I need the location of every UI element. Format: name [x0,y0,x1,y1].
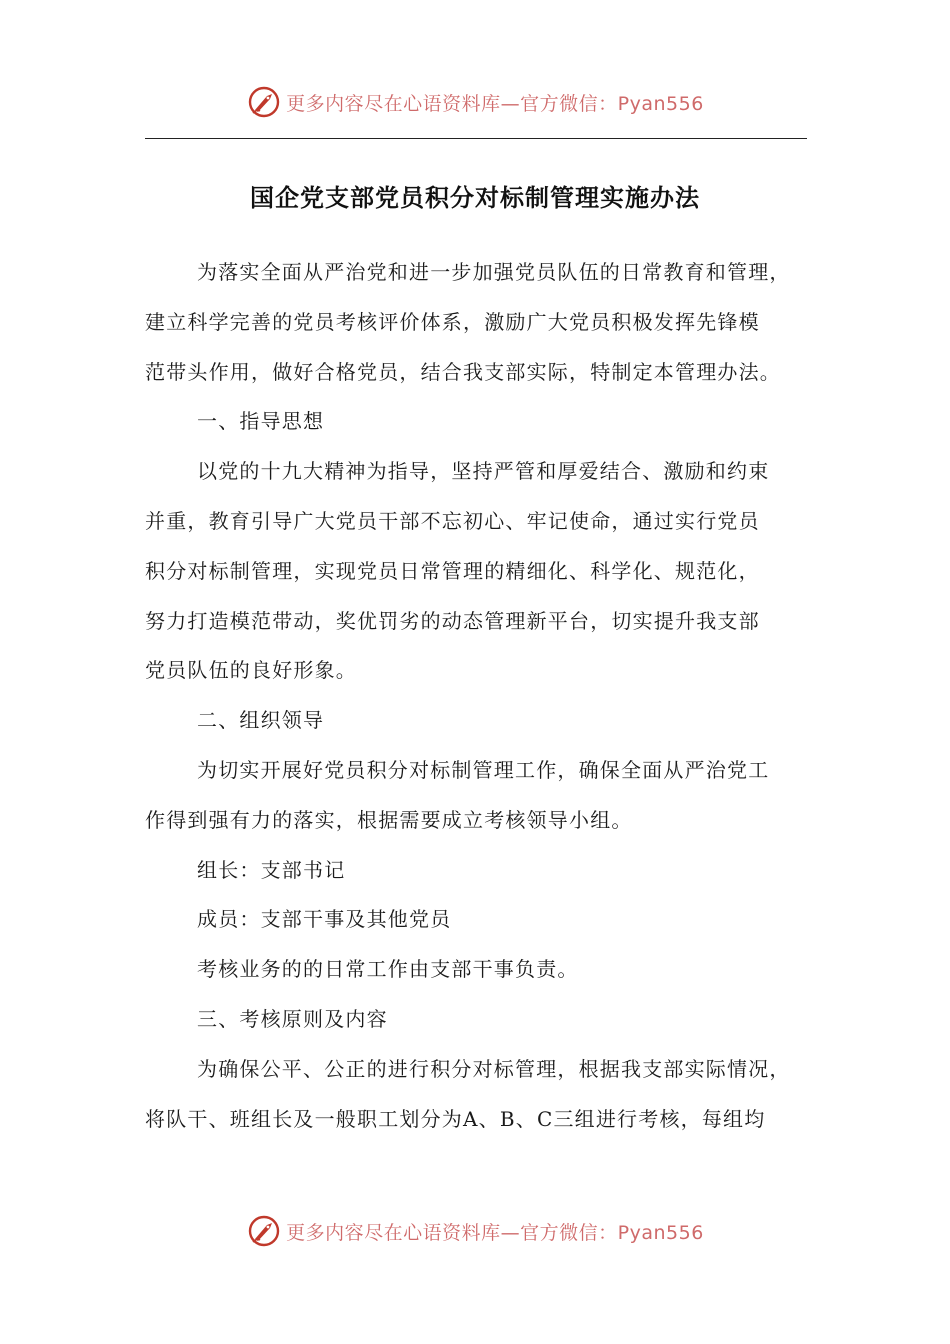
watermark-text: 更多内容尽在心语资料库—官方微信：Pyan556 [286,1221,704,1244]
document-body [145,248,813,1144]
paragraph-line: 党员队伍的良好形象。 [145,658,357,683]
document-title: 国企党支部党员积分对标制管理实施办法 [250,183,700,212]
paragraph-line: 作得到强有力的落实，根据需要成立考核领导小组。 [145,807,633,832]
paragraph-line: 成员：支部干事及其他党员 [197,907,452,932]
watermark-footer [0,1211,950,1251]
section-heading: 一、指导思想 [197,409,325,434]
paragraph-line: 为切实开展好党员积分对标制管理工作，确保全面从严治党工 [197,757,770,782]
pen-nib-circle-icon [246,1213,282,1249]
paragraph-line: 积分对标制管理，实现党员日常管理的精细化、科学化、规范化， [145,558,760,583]
paragraph-line: 为确保公平、公正的进行积分对标管理，根据我支部实际情况， [197,1056,791,1081]
watermark-header [0,82,950,122]
paragraph-line: 考核业务的的日常工作由支部干事负责。 [197,957,579,982]
paragraph-line: 并重，教育引导广大党员干部不忘初心、牢记使命，通过实行党员 [145,508,760,533]
paragraph-line: 范带头作用，做好合格党员，结合我支部实际，特制定本管理办法。 [145,359,781,384]
pen-nib-circle-icon [246,84,282,120]
section-heading: 二、组织领导 [197,708,325,733]
watermark-text: 更多内容尽在心语资料库—官方微信：Pyan556 [286,92,704,115]
paragraph-line: 努力打造模范带动，奖优罚劣的动态管理新平台，切实提升我支部 [145,608,760,633]
section-heading: 三、考核原则及内容 [197,1006,388,1031]
paragraph-line: 组长：支部书记 [197,857,346,882]
paragraph-line: 为落实全面从严治党和进一步加强党员队伍的日常教育和管理， [197,260,791,284]
paragraph-line: 建立科学完善的党员考核评价体系，激励广大党员积极发挥先锋模 [145,309,760,334]
paragraph-line: 将队干、班组长及一般职工划分为A、B、C三组进行考核，每组均 [145,1106,766,1131]
paragraph-line: 以党的十九大精神为指导，坚持严管和厚爱结合、激励和约束 [197,459,770,484]
header-divider [145,138,807,139]
